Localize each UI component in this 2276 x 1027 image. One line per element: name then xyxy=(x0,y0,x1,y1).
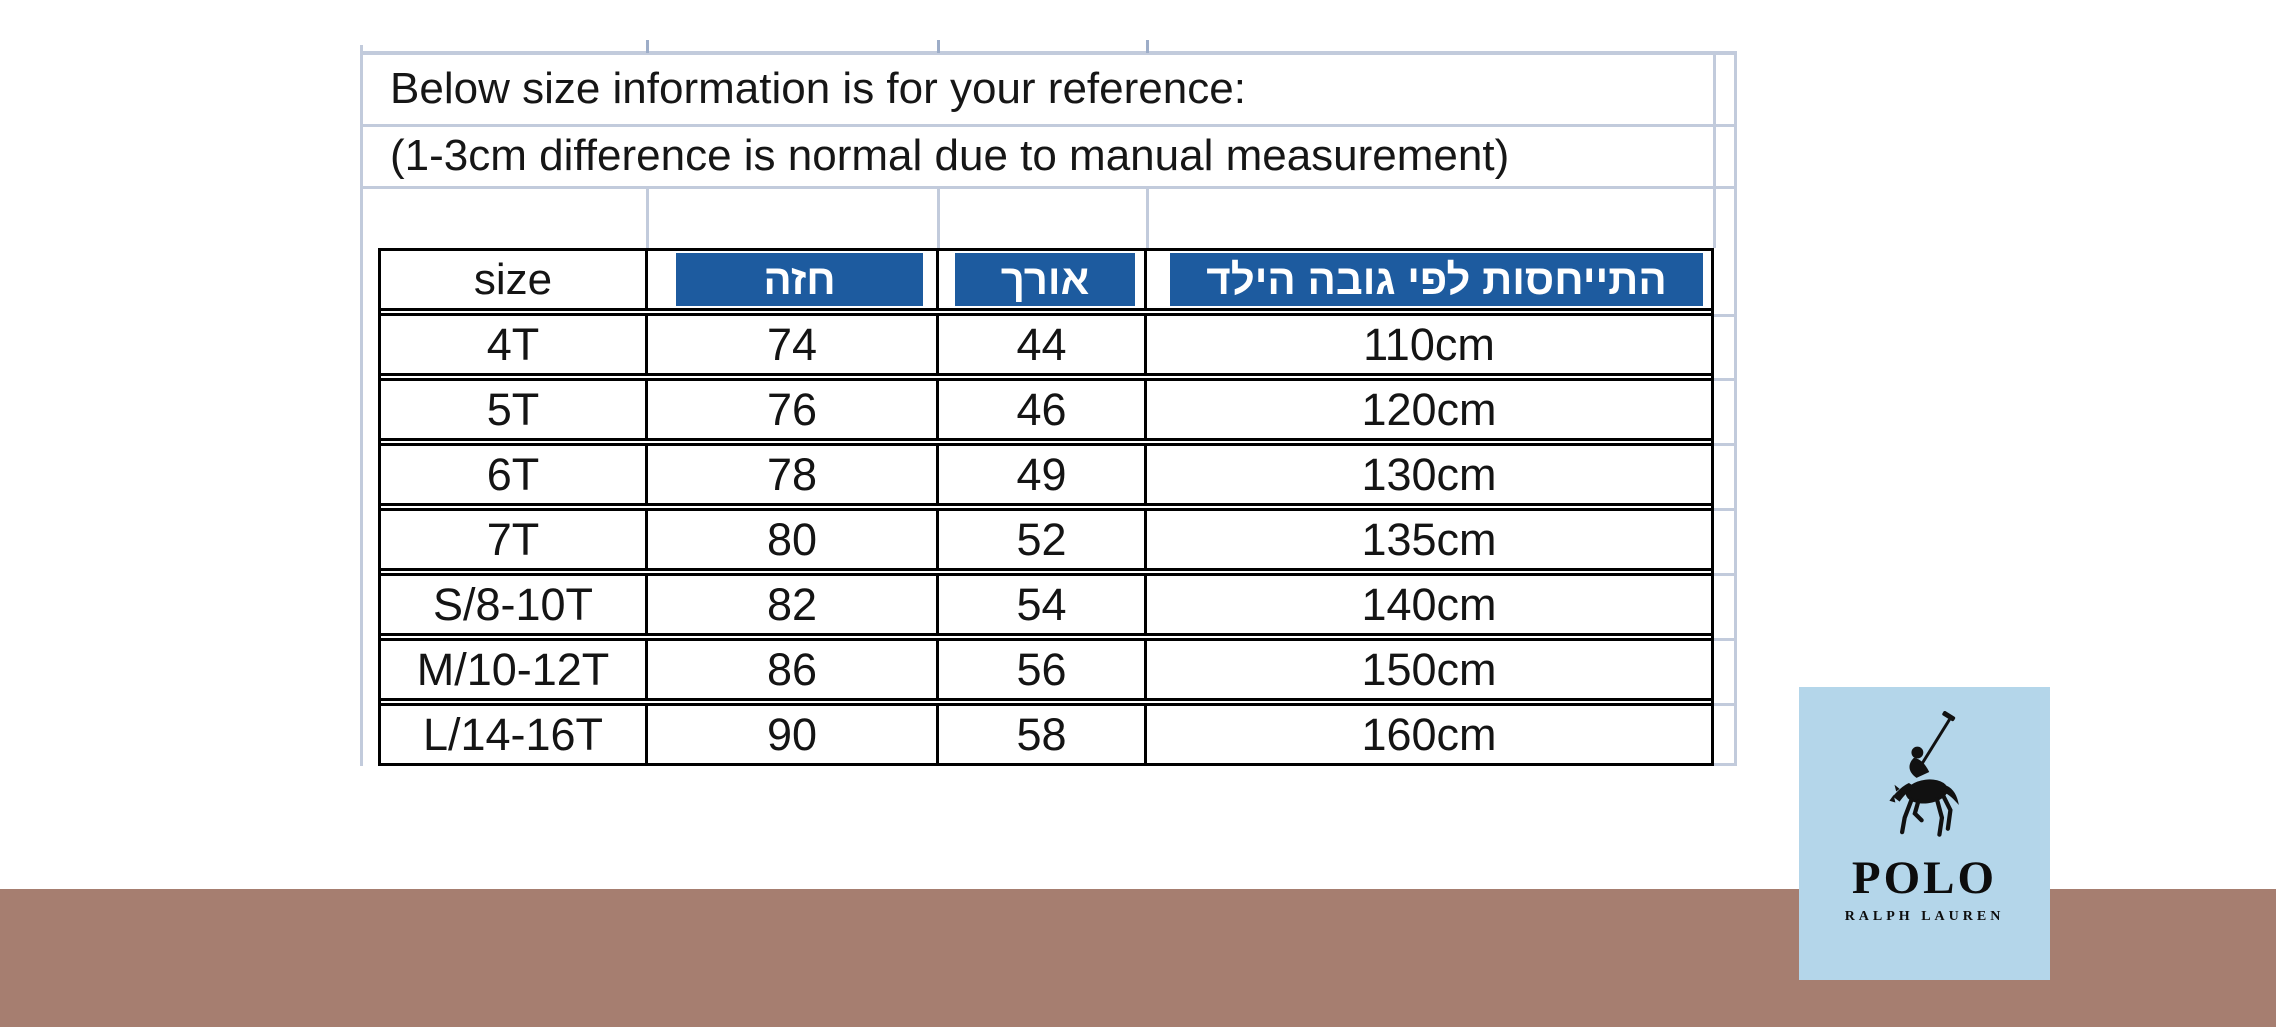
gridline xyxy=(1714,508,1737,511)
gridline xyxy=(361,186,1737,189)
table-cell: 135cm xyxy=(1361,513,1497,565)
gridline xyxy=(1714,763,1737,766)
table-cell: 120cm xyxy=(1361,383,1497,435)
brand-subname: RALPH LAUREN xyxy=(1844,909,2005,924)
table-cell: 160cm xyxy=(1361,708,1497,760)
table-cell: 110cm xyxy=(1363,318,1495,370)
gridline-tick xyxy=(937,40,940,53)
gridline xyxy=(1714,638,1737,641)
gridline xyxy=(646,189,649,248)
table-cell: 78 xyxy=(648,446,939,503)
gridline xyxy=(1734,51,1737,766)
table-row xyxy=(381,313,1711,376)
brand-name: POLO xyxy=(1851,852,1998,904)
table-cell: 46 xyxy=(939,381,1147,438)
table-cell: 6T xyxy=(381,446,648,503)
table-cell: 74 xyxy=(648,316,939,373)
table-cell: 90 xyxy=(648,706,939,763)
header-pill: אורך xyxy=(955,253,1135,306)
column-header-chest xyxy=(648,251,939,308)
column-header-size: size xyxy=(381,251,648,308)
size-table xyxy=(378,248,1714,766)
table-cell: 7T xyxy=(381,511,648,568)
table-row xyxy=(381,703,1711,766)
table-cell: 150cm xyxy=(1361,643,1497,695)
size-table-body xyxy=(381,313,1711,766)
table-cell: 86 xyxy=(648,641,939,698)
gridline-tick xyxy=(646,40,649,53)
table-row xyxy=(381,443,1711,506)
gridline xyxy=(360,45,363,766)
gridline xyxy=(1714,314,1737,317)
table-row xyxy=(381,378,1711,441)
table-row xyxy=(381,638,1711,701)
table-cell: 52 xyxy=(939,511,1147,568)
table-header-row xyxy=(381,248,1711,311)
column-header-length xyxy=(939,251,1147,308)
table-cell: S/8-10T xyxy=(381,576,648,633)
column-header-height-reference xyxy=(1147,251,1711,308)
table-cell: 4T xyxy=(381,316,648,373)
table-cell: 130cm xyxy=(1361,448,1497,500)
table-row xyxy=(381,573,1711,636)
table-cell: 58 xyxy=(939,706,1147,763)
table-cell: 54 xyxy=(939,576,1147,633)
gridline xyxy=(1714,378,1737,381)
table-cell: M/10-12T xyxy=(381,641,648,698)
table-cell: 80 xyxy=(648,511,939,568)
table-cell: 49 xyxy=(939,446,1147,503)
table-cell: 5T xyxy=(381,381,648,438)
table-row xyxy=(381,508,1711,571)
gridline xyxy=(1146,189,1149,248)
polo-player-icon xyxy=(1881,711,1969,855)
gridline xyxy=(1714,443,1737,446)
gridline-tick xyxy=(1146,40,1149,53)
table-cell: 82 xyxy=(648,576,939,633)
note-line-1: Below size information is for your reference: xyxy=(390,64,1246,113)
gridline xyxy=(937,189,940,248)
table-cell: 44 xyxy=(939,316,1147,373)
table-cell: L/14-16T xyxy=(381,706,648,763)
gridline xyxy=(1714,703,1737,706)
brand-logo xyxy=(1799,687,2050,980)
gridline xyxy=(1714,573,1737,576)
table-cell: 76 xyxy=(648,381,939,438)
table-cell: 140cm xyxy=(1361,578,1497,630)
table-cell: 56 xyxy=(939,641,1147,698)
header-pill: התייחסות לפי גובה הילד xyxy=(1170,253,1703,306)
header-pill: חזה xyxy=(676,253,923,306)
note-line-2: (1-3cm difference is normal due to manual measurement) xyxy=(390,131,1510,180)
